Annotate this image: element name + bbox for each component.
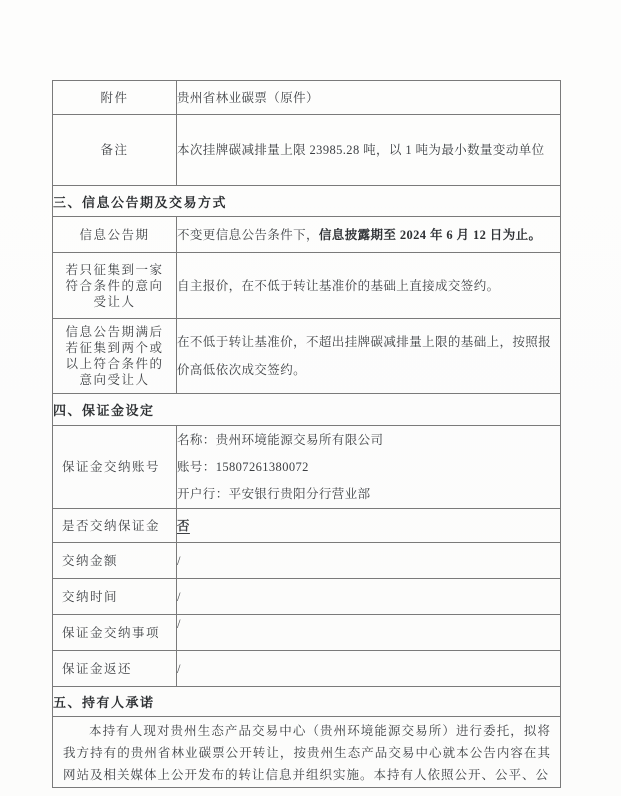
deposit-account-value — [177, 426, 561, 509]
single-transferee-value: 自主报价，在不低于转让基准价的基础上直接成交签约。 — [177, 253, 561, 319]
row-deposit-required — [53, 509, 561, 543]
row-single-transferee — [53, 253, 561, 319]
deposit-matters-label: 保证金交纳事项 — [53, 615, 177, 651]
multiple-transferees-label-line: 信息公告期满后 — [65, 325, 164, 339]
announce-period-label: 信息公告期 — [53, 217, 177, 253]
deposit-account-number: 账号：15807261380072 — [177, 459, 309, 474]
single-transferee-label-line: 符合条件的意向 — [65, 278, 164, 293]
row-multiple-transferees — [53, 319, 561, 394]
deposit-required-answer: 否 — [177, 518, 190, 533]
remarks-label: 备注 — [53, 115, 177, 186]
commitment-paragraph: 本持有人现对贵州生态产品交易中心（贵州环境能源交易所）进行委托，拟将我方持有的贵州省林业碳票公开转让，按贵州生态产品交易中心就本公告内容在其网站及相关媒体上公开发布的转让信息并组织实施。本持有人依照公开、公平、公 — [53, 717, 561, 788]
deposit-account-bank: 开户行：平安银行贵阳分行营业部 — [177, 486, 371, 501]
row-deposit-matters — [53, 615, 561, 651]
section-header-announcement — [53, 186, 561, 217]
row-commitment-paragraph — [53, 717, 561, 788]
row-attachment — [53, 81, 561, 115]
single-transferee-label-line: 受让人 — [93, 294, 136, 309]
announce-period-value-bold: 信息披露期至 2024 年 6 月 12 日为止。 — [318, 227, 542, 242]
deposit-matters-value: / — [177, 615, 561, 651]
announcement-table — [52, 80, 561, 788]
announce-period-value-normal: 不变更信息公告条件下， — [177, 227, 319, 242]
section4-title: 四、保证金设定 — [53, 394, 561, 426]
single-transferee-label-line: 若只征集到一家 — [65, 262, 164, 277]
section-header-commitment — [53, 687, 561, 717]
section-header-deposit — [53, 394, 561, 426]
multiple-transferees-label — [53, 319, 177, 394]
attachment-label: 附件 — [53, 81, 177, 115]
row-remarks — [53, 115, 561, 186]
deposit-account-label: 保证金交纳账号 — [53, 426, 177, 509]
deposit-required-value — [177, 509, 561, 543]
multiple-transferees-label-line: 以上符合条件的 — [65, 357, 164, 371]
row-deposit-time — [53, 579, 561, 615]
row-deposit-refund — [53, 651, 561, 687]
announce-period-value — [177, 217, 561, 253]
attachment-value: 贵州省林业碳票（原件） — [177, 81, 561, 115]
section3-title: 三、信息公告期及交易方式 — [53, 186, 561, 217]
row-deposit-account — [53, 426, 561, 509]
deposit-amount-label: 交纳金额 — [53, 543, 177, 579]
row-announcement-period — [53, 217, 561, 253]
announcement-document — [52, 80, 560, 788]
deposit-refund-value: / — [177, 651, 561, 687]
section5-title: 五、持有人承诺 — [53, 687, 561, 717]
deposit-required-label: 是否交纳保证金 — [53, 509, 177, 543]
deposit-account-name: 名称：贵州环境能源交易所有限公司 — [177, 432, 384, 447]
remarks-value: 本次挂牌碳减排量上限 23985.28 吨，以 1 吨为最小数量变动单位 — [177, 115, 561, 186]
deposit-refund-label: 保证金返还 — [53, 651, 177, 687]
single-transferee-label — [53, 253, 177, 319]
deposit-time-label: 交纳时间 — [53, 579, 177, 615]
deposit-time-value: / — [177, 579, 561, 615]
multiple-transferees-value: 在不低于转让基准价，不超出挂牌碳减排量上限的基础上，按照报价高低依次成交签约。 — [177, 319, 561, 394]
multiple-transferees-label-line: 若征集到两个或 — [65, 341, 164, 355]
row-deposit-amount — [53, 543, 561, 579]
multiple-transferees-label-line: 意向受让人 — [79, 373, 150, 387]
deposit-amount-value: / — [177, 543, 561, 579]
